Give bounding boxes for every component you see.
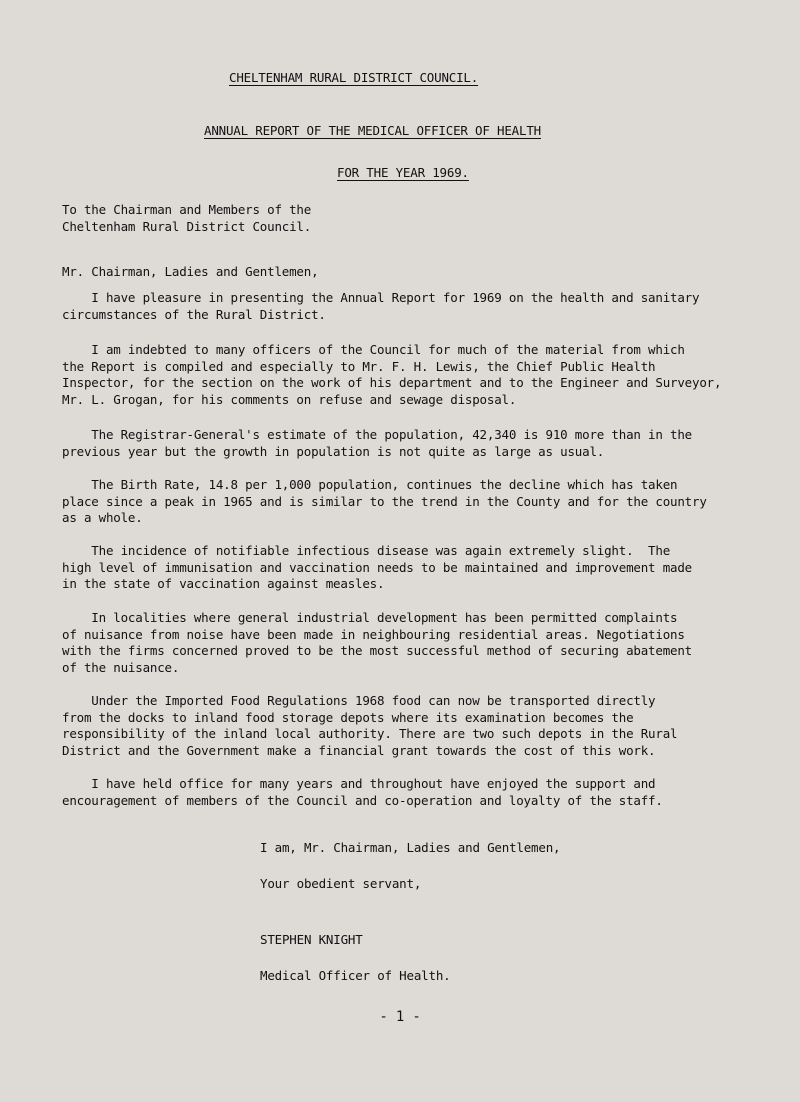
- paragraph-line: place since a peak in 1965 and is similar to the trend in the County and for the country: [62, 493, 707, 509]
- paragraph-line: from the docks to inland food storage depots where its examination becomes the: [62, 709, 634, 725]
- paragraph-line: previous year but the growth in population is not quite as large as usual.: [62, 443, 605, 459]
- paragraph-line: I have pleasure in presenting the Annual Report for 1969 on the health and sanitary: [62, 290, 700, 305]
- paragraph-line: of nuisance from noise have been made in neighbouring residential areas. Negotiations: [62, 626, 685, 642]
- paragraph-line: high level of immunisation and vaccination needs to be maintained and improvement made: [62, 559, 693, 575]
- signatory-title: Medical Officer of Health.: [260, 968, 451, 983]
- paragraph-8: [62, 776, 738, 809]
- valediction: Your obedient servant,: [260, 876, 422, 891]
- paragraph-line: District and the Government make a financial grant towards the cost of this work.: [62, 742, 656, 758]
- paragraph-line: The incidence of notifiable infectious disease was again extremely slight. The: [62, 543, 671, 558]
- paragraph-line: with the firms concerned proved to be the most successful method of securing abatement: [62, 643, 693, 658]
- paragraph-line: I have held office for many years and throughout have enjoyed the support and: [62, 776, 656, 791]
- paragraph-4: [62, 477, 738, 527]
- paragraph-line: The Birth Rate, 14.8 per 1,000 population, continues the decline which has taken: [62, 477, 678, 492]
- paragraph-1: [62, 290, 738, 323]
- paragraph-line: as a whole.: [62, 510, 143, 525]
- paragraph-line: responsibility of the inland local authority. There are two such depots in the Rural: [62, 726, 678, 741]
- closing-line: I am, Mr. Chairman, Ladies and Gentlemen,: [260, 840, 561, 855]
- paragraph-2: [62, 342, 738, 408]
- paragraph-line: the Report is compiled and especially to Mr. F. H. Lewis, the Chief Public Health: [62, 358, 656, 374]
- paragraph-line: In localities where general industrial development has been permitted complaints: [62, 610, 678, 625]
- paragraph-line: Under the Imported Food Regulations 1968 food can now be transported directly: [62, 693, 656, 708]
- paragraph-line: I am indebted to many officers of the Council for much of the material from which: [62, 342, 685, 357]
- address-line-1: To the Chairman and Members of the: [62, 202, 312, 217]
- page-number: - 1 -: [379, 1009, 421, 1025]
- paragraph-5: [62, 543, 738, 593]
- report-title: ANNUAL REPORT OF THE MEDICAL OFFICER OF HEALTH: [204, 123, 541, 138]
- paragraph-7: [62, 693, 738, 759]
- paragraph-line: Mr. L. Grogan, for his comments on refuse and sewage disposal.: [62, 391, 517, 407]
- paragraph-line: encouragement of members of the Council and co-operation and loyalty of the staff.: [62, 792, 663, 808]
- address-line-2: Cheltenham Rural District Council.: [62, 219, 312, 234]
- salutation: Mr. Chairman, Ladies and Gentlemen,: [62, 264, 319, 279]
- paragraph-6: [62, 610, 738, 676]
- paragraph-line: Inspector, for the section on the work of his department and to the Engineer and Surveyor,: [62, 375, 722, 390]
- paragraph-3: [62, 427, 738, 460]
- paragraph-line: in the state of vaccination against measles.: [62, 576, 385, 591]
- paragraph-line: The Registrar-General's estimate of the population, 42,340 is 910 more than in the: [62, 427, 693, 442]
- report-year: FOR THE YEAR 1969.: [337, 165, 469, 180]
- council-heading: CHELTENHAM RURAL DISTRICT COUNCIL.: [229, 70, 479, 85]
- paragraph-line: of the nuisance.: [62, 659, 180, 675]
- paragraph-line: circumstances of the Rural District.: [62, 306, 326, 322]
- signatory-name: STEPHEN KNIGHT: [260, 932, 363, 947]
